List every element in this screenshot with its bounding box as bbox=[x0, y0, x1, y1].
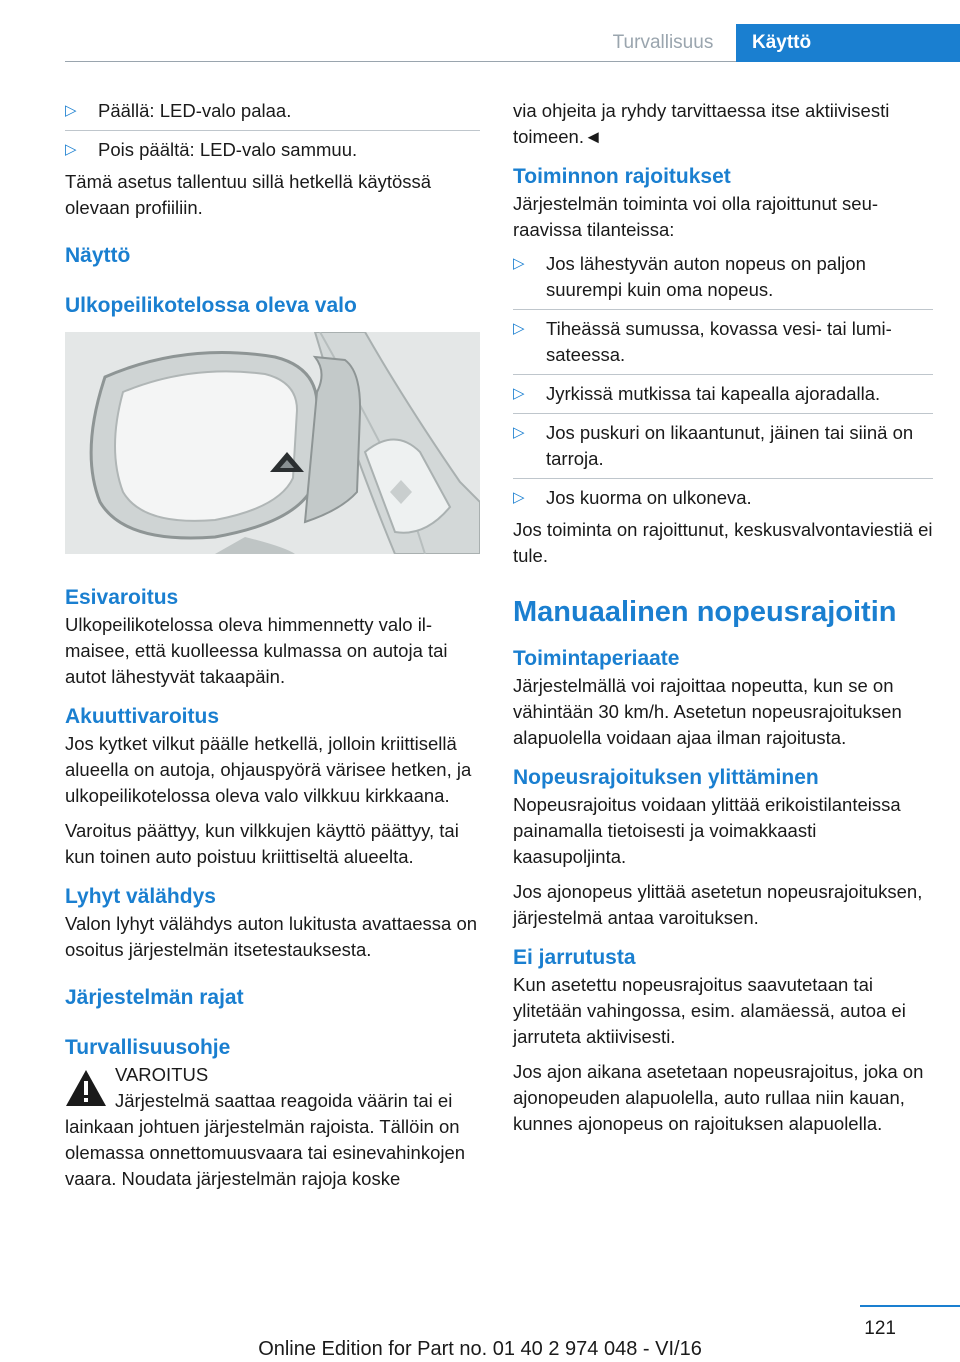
paragraph-lyhyt-valahdys: Valon lyhyt välähdys auton lukitusta avattaessa on osoitus järjestelmän itsetestauksesta. bbox=[65, 913, 478, 960]
paragraph-setting: Tämä asetus tallentuu sillä hetkellä käytössä olevaan profiiliin. bbox=[65, 171, 432, 218]
header-chapter-tab[interactable]: Käyttö bbox=[736, 24, 960, 62]
page-number: 121 bbox=[864, 1318, 896, 1339]
heading-lyhyt-valahdys: Lyhyt välähdys bbox=[65, 885, 216, 908]
paragraph-varoitus-paattyy: Varoitus päättyy, kun vilkkujen käyttö päättyy, tai kun toinen auto poistuu kriittiseltä alueelta. bbox=[65, 820, 459, 867]
header-section-label[interactable]: Turvallisuus bbox=[612, 32, 714, 53]
paragraph-warning-continued: via ohjeita ja ryhdy tarvittaessa itse aktiivisesti toimeen.◄ bbox=[513, 100, 890, 147]
paragraph-ei-jarrutusta-2: Jos ajon aikana asetetaan nopeusrajoitus, joka on ajonopeuden alapuolella, auto rullaa niin kauan, kunnes ajonopeus on rajoituksen alapuolella. bbox=[513, 1061, 924, 1134]
paragraph-rajoittunut: Jos toiminta on rajoittunut, keskusvalvontaviestiä ei tule. bbox=[513, 519, 933, 566]
footer-edition: Online Edition for Part no. 01 40 2 974 048 - VI/16 bbox=[258, 1338, 702, 1360]
led-state-list bbox=[65, 98, 480, 163]
paragraph-toimintaperiaate: Järjestelmällä voi rajoittaa nopeutta, kun se on vähintään 30 km/h. Asetetun nopeusrajoituksen alapuolella voidaan ajaa ilman rajoitusta. bbox=[513, 675, 902, 748]
heading-toimintaperiaate: Toimintaperiaate bbox=[513, 647, 680, 670]
paragraph-akuuttivaroitus: Jos kytket vilkut päälle hetkellä, jolloin kriittisellä alueella on autoja, ohjauspyörä värisee hetken, ja ulkopeilikotelossa oleva valo vilkkuu kirkkaana. bbox=[65, 733, 472, 806]
paragraph-ylittaminen-1: Nopeusrajoitus voidaan ylittää erikoistilanteissa painamalla tietoisesti ja voimakkaasti kaasupoljinta. bbox=[513, 794, 901, 867]
list-item: ▷ Jos puskuri on likaantunut, jäinen tai siinä on tarroja. bbox=[513, 413, 933, 472]
heading-naytto: Näyttö bbox=[65, 244, 131, 267]
list-item: ▷ Jos kuorma on ulkoneva. bbox=[513, 478, 933, 511]
left-column bbox=[65, 98, 480, 1192]
right-column bbox=[513, 98, 933, 1146]
list-item: ▷ Pois päältä: LED-valo sammuu. bbox=[65, 130, 480, 163]
list-item: ▷ Tiheässä sumussa, kovassa vesi- tai lumisateessa. bbox=[513, 309, 933, 368]
heading-mirror-light: Ulkopeilikotelossa oleva valo bbox=[65, 294, 357, 317]
mirror-illustration-svg bbox=[65, 332, 480, 554]
heading-nopeusrajoituksen-ylittaminen: Nopeusrajoituksen ylittäminen bbox=[513, 766, 819, 789]
warning-block bbox=[65, 1062, 480, 1192]
warning-triangle-icon bbox=[65, 1069, 107, 1107]
heading-esivaroitus: Esivaroitus bbox=[65, 586, 179, 609]
warning-text: Järjestelmä saattaa reagoida väärin tai ei lainkaan johtuen järjestelmän rajoista. Tällöin on olemassa onnettomuusvaara tai esinevahinkojen vaara. Noudata järjestelmän rajoja koske bbox=[65, 1090, 466, 1189]
heading-akuuttivaroitus: Akuuttivaroitus bbox=[65, 705, 220, 728]
paragraph-ylittaminen-2: Jos ajonopeus ylittää asetetun nopeusrajoituksen, järjestelmä antaa varoituksen. bbox=[513, 881, 923, 928]
paragraph-ei-jarrutusta-1: Kun asetettu nopeusrajoitus saavutetaan tai ylitetään vahingossa, esim. alamäessä, autoa ei jarruteta aktiivisesti. bbox=[513, 974, 906, 1047]
warning-title: VAROITUS bbox=[115, 1064, 209, 1085]
heading-ei-jarrutusta: Ei jarrutusta bbox=[513, 946, 636, 969]
heading-turvallisuusohje: Turvallisuusohje bbox=[65, 1036, 231, 1059]
limitations-list bbox=[513, 251, 933, 511]
mirror-illustration bbox=[65, 332, 480, 554]
heading-manuaalinen-nopeusrajoitin: Manuaalinen nopeusrajoitin bbox=[513, 596, 897, 628]
page-number-rule bbox=[860, 1305, 960, 1307]
heading-jarjestelman-rajat: Järjestelmän rajat bbox=[65, 986, 244, 1009]
paragraph-esivaroitus: Ulkopeilikotelossa oleva himmennetty valo ilmaisee, että kuolleessa kulmassa on autoja tai autot lähestyvät takaapäin. bbox=[65, 614, 448, 687]
heading-toiminnon-rajoitukset: Toiminnon rajoitukset bbox=[513, 165, 731, 188]
list-item: ▷ Jyrkissä mutkissa tai kapealla ajoradalla. bbox=[513, 374, 933, 407]
list-item: ▷ Jos lähestyvän auton nopeus on paljon suurempi kuin oma nopeus. bbox=[513, 251, 933, 303]
list-item: ▷ Päällä: LED-valo palaa. bbox=[65, 98, 480, 124]
paragraph-rajoitukset-intro: Järjestelmän toiminta voi olla rajoittunut seuraavissa tilanteissa: bbox=[513, 193, 879, 240]
